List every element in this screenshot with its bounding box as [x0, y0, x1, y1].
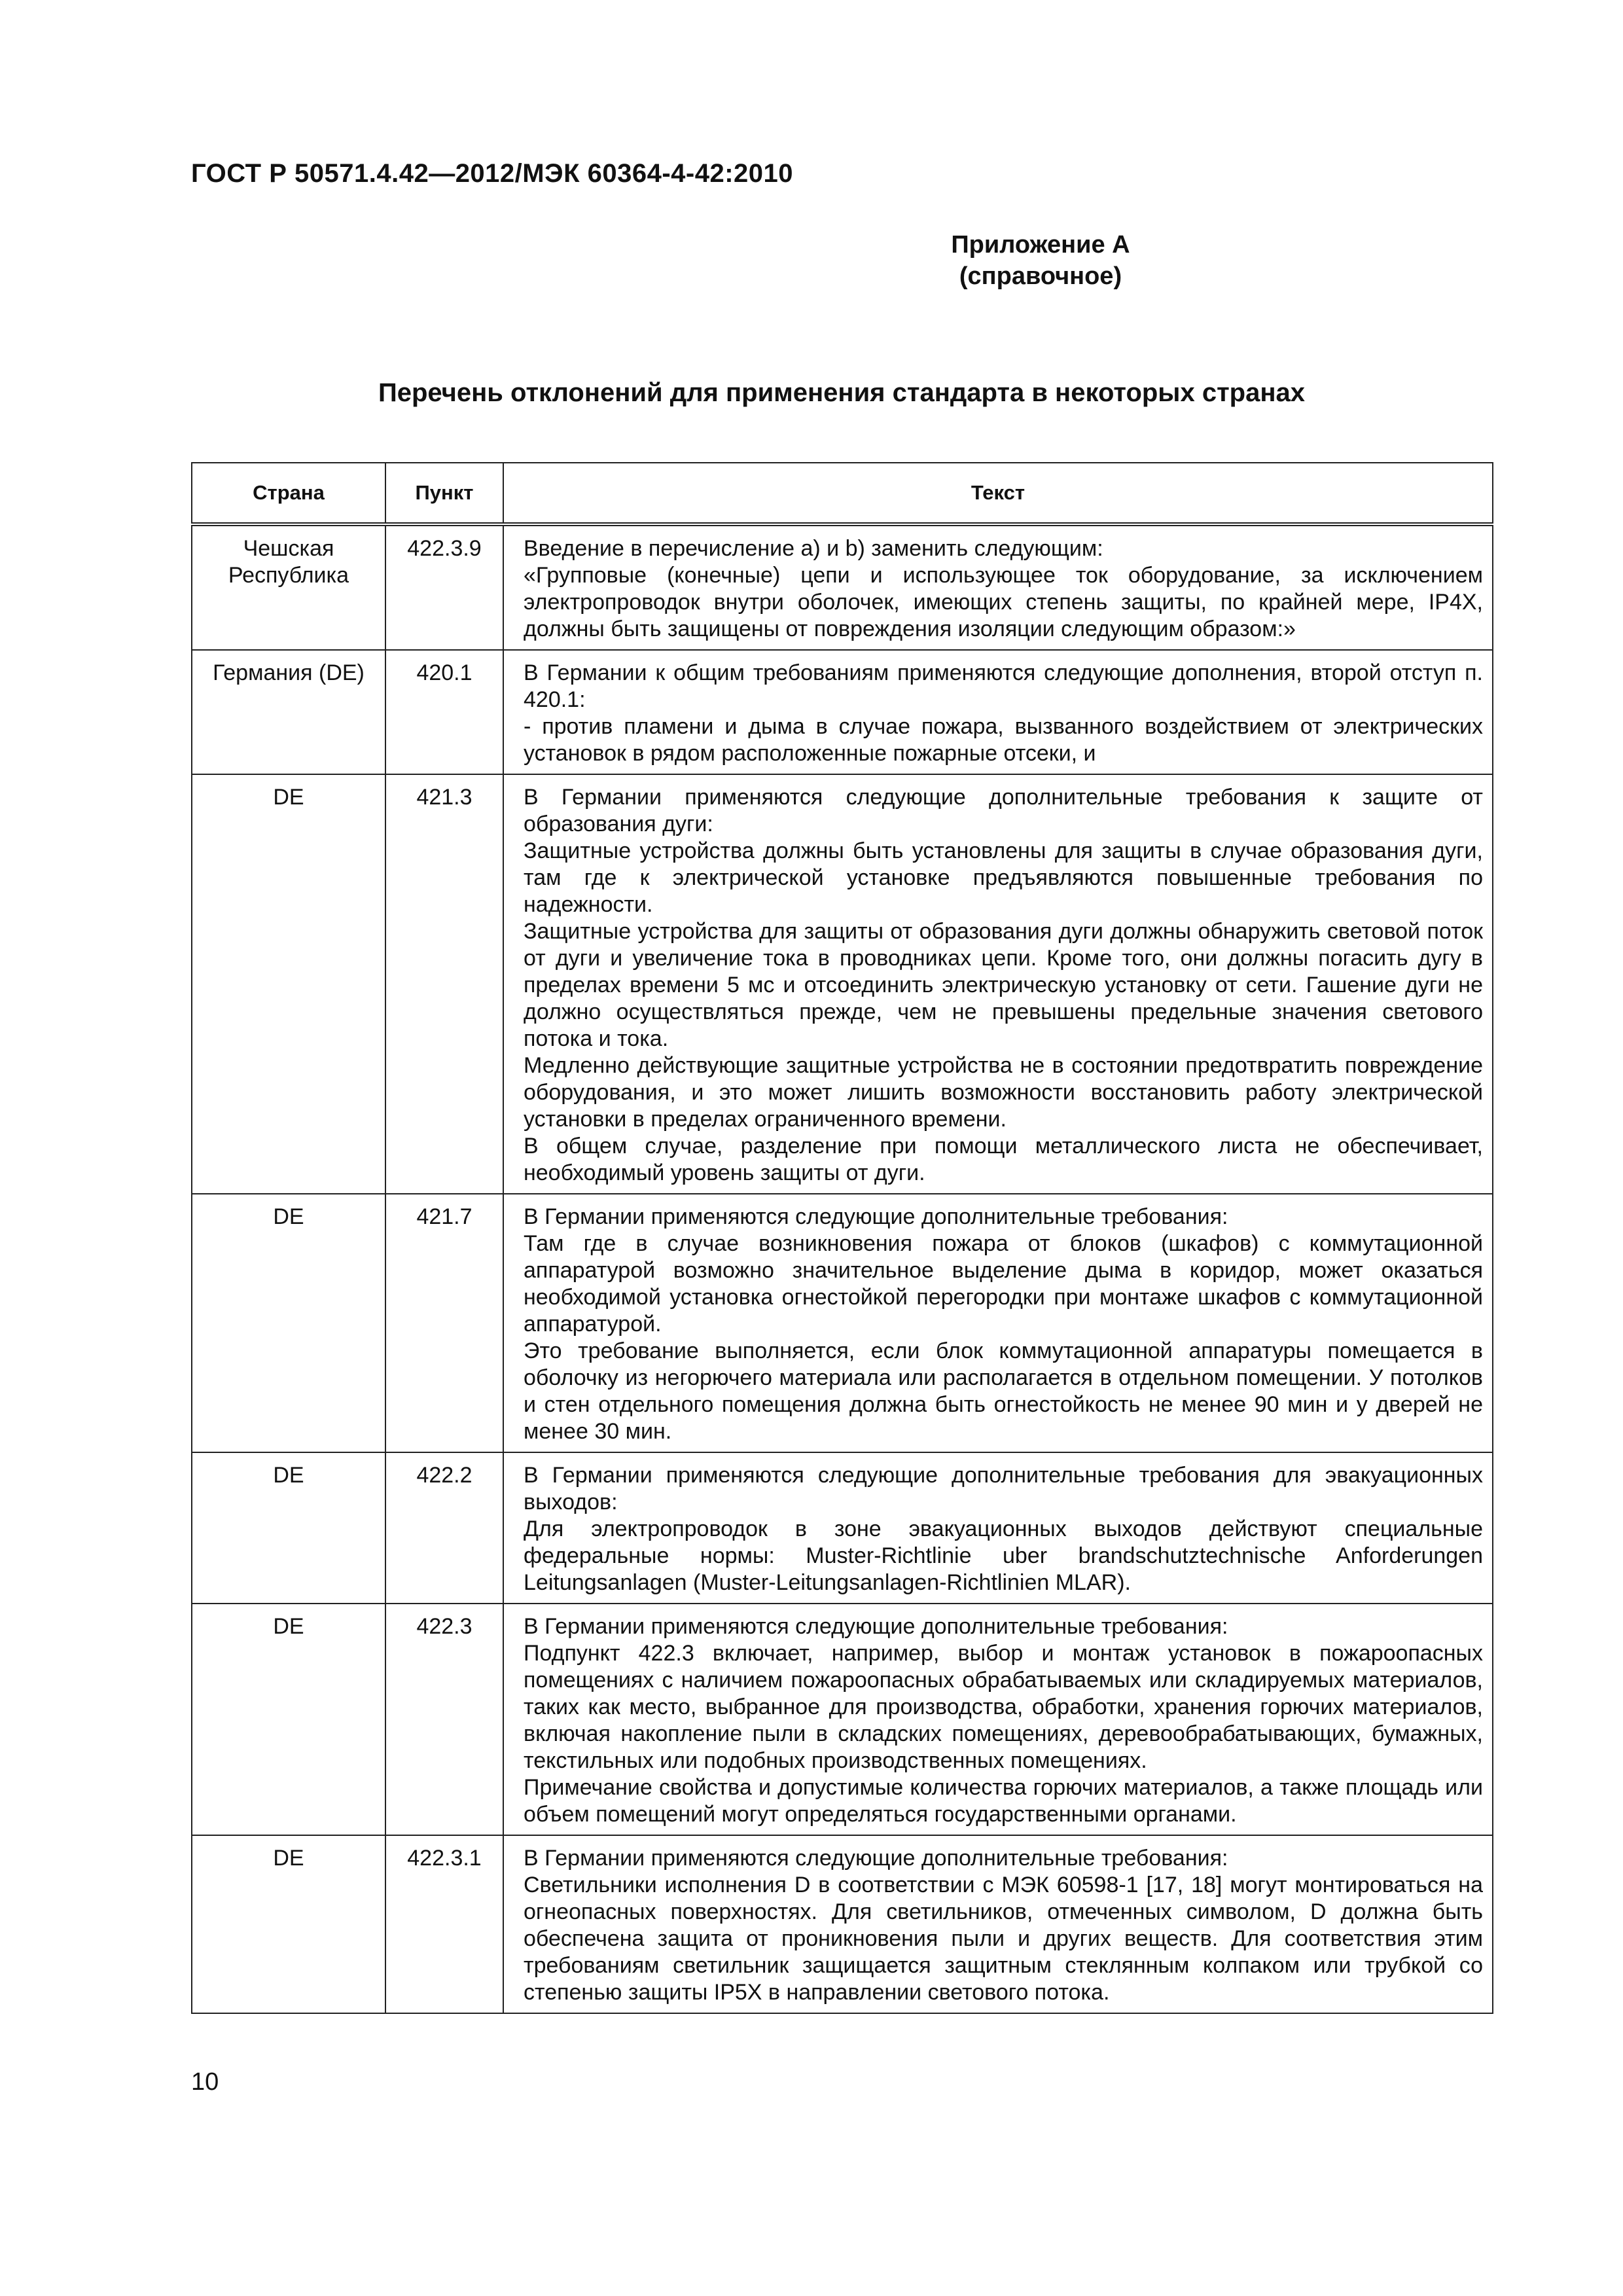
table-row [192, 1835, 1493, 2013]
cell-text-paragraph: Примечание свойства и допустимые количества горючих материалов, а также площадь или объем помещений могут определяться государственными органами. [524, 1775, 1483, 1827]
cell-clause: 422.3 [385, 1604, 503, 1835]
annex-heading [0, 229, 1623, 292]
table-row [192, 524, 1493, 650]
cell-clause: 420.1 [385, 650, 503, 774]
cell-country: DE [192, 1604, 385, 1835]
cell-text-paragraph: В общем случае, разделение при помощи металлического листа не обеспечивает, необходимый уровень защиты от дуги. [524, 1134, 1483, 1185]
column-header-text: Текст [503, 463, 1493, 524]
cell-country: DE [192, 774, 385, 1194]
cell-text-paragraph: В Германии применяются следующие дополнительные требования для эвакуационных выходов: [524, 1463, 1483, 1515]
cell-country: Чешская Республика [192, 524, 385, 650]
cell-text [503, 1194, 1493, 1452]
table-row [192, 1452, 1493, 1604]
cell-text [503, 1835, 1493, 2013]
cell-country: DE [192, 1194, 385, 1452]
column-header-country: Страна [192, 463, 385, 524]
cell-text-paragraph: Медленно действующие защитные устройства не в состоянии предотвратить повреждение оборудования, и это может лишить возможности восстановить работу электрической установки в пределах ограниченного времени. [524, 1053, 1483, 1132]
cell-text-paragraph: «Групповые (конечные) цепи и использующее ток оборудование, за исключением электропроводок внутри оболочек, имеющих степень защиты, по крайней мере, IP4X, должны быть защищены от повреждения изоляции следующим образом:» [524, 563, 1483, 641]
page-number: 10 [191, 2068, 219, 2096]
cell-text-paragraph: Это требование выполняется, если блок коммутационной аппаратуры помещается в оболочку из негорючего материала или располагается в отдельном помещении. У потолков и стен отдельного помещения должна быть огнестойкость не менее 90 мин и у дверей не менее 30 мин. [524, 1338, 1483, 1444]
cell-text [503, 774, 1493, 1194]
table-row [192, 650, 1493, 774]
document-header: ГОСТ Р 50571.4.42—2012/МЭК 60364-4-42:2010 [191, 159, 794, 188]
cell-text [503, 650, 1493, 774]
cell-text-paragraph: В Германии применяются следующие дополнительные требования: [524, 1846, 1228, 1871]
cell-country: DE [192, 1452, 385, 1604]
annex-subtitle: (справочное) [959, 262, 1122, 290]
cell-text-paragraph: Введение в перечисление а) и b) заменить следующим: [524, 536, 1103, 561]
cell-text-paragraph: В Германии к общим требованиям применяются следующие дополнения, второй отступ п. 420.1: [524, 660, 1483, 712]
cell-text-paragraph: Подпункт 422.3 включает, например, выбор и монтаж установок в пожароопасных помещениях с наличием пожароопасных обрабатываемых или складируемых материалов, таких как место, выбранное для производства, обработки, хранения горючих материалов, включая накопление пыли в складских помещениях, деревообрабатывающих, бумажных, текстильных или подобных производственных помещениях. [524, 1641, 1483, 1773]
table-row [192, 1194, 1493, 1452]
cell-country: DE [192, 1835, 385, 2013]
deviations-table [191, 462, 1493, 2014]
cell-text-paragraph: Светильники исполнения D в соответствии с МЭК 60598-1 [17, 18] могут монтироваться на огнеопасных поверхностях. Для светильников, отмеченных символом, D должна быть обеспечена защита от проникновения пыли и других веществ. Для соответствия этим требованиям светильник защищается защитным стеклянным колпаком или трубкой со степенью защиты IP5X в направлении светового потока. [524, 1873, 1483, 2005]
table-title: Перечень отклонений для применения стандарта в некоторых странах [378, 378, 1305, 407]
cell-text-paragraph: В Германии применяются следующие дополнительные требования к защите от образования дуги: [524, 785, 1483, 836]
annex-title: Приложение А [951, 231, 1130, 259]
cell-clause: 422.2 [385, 1452, 503, 1604]
cell-text-paragraph: Защитные устройства для защиты от образования дуги должны обнаружить световой поток от дуги и увеличение тока в проводниках цепи. Кроме того, они должны погасить дугу в пределах времени 5 мс и отсоединить электрическую установку от сети. Гашение дуги не должно осуществляться прежде, чем не превышены предельные значения светового потока и тока. [524, 919, 1483, 1051]
cell-text-paragraph: В Германии применяются следующие дополнительные требования: [524, 1204, 1228, 1229]
cell-text-paragraph: Защитные устройства должны быть установлены для защиты в случае образования дуги, там где к электрической установке предъявляются повышенные требования по надежности. [524, 838, 1483, 917]
cell-clause: 422.3.1 [385, 1835, 503, 2013]
table-row [192, 774, 1493, 1194]
table-row [192, 1604, 1493, 1835]
cell-clause: 422.3.9 [385, 524, 503, 650]
table-body [192, 524, 1493, 2013]
cell-text [503, 1452, 1493, 1604]
cell-text-paragraph: Там где в случае возникновения пожара от блоков (шкафов) с коммутационной аппаратурой возможно значительное выделение дыма в коридор, может оказаться необходимой установка огнестойкой перегородки при монтаже шкафов с коммутационной аппаратурой. [524, 1231, 1483, 1336]
cell-country: Германия (DE) [192, 650, 385, 774]
cell-clause: 421.7 [385, 1194, 503, 1452]
table-header-row [192, 463, 1493, 524]
cell-text [503, 524, 1493, 650]
cell-text-paragraph: Для электропроводок в зоне эвакуационных выходов действуют специальные федеральные нормы: Muster-Richtlinie uber brandschutztechnische Anforderungen Leitungsanlagen (Muster-Leitungsanlagen-Richtlinien MLAR). [524, 1516, 1483, 1595]
cell-text-paragraph: В Германии применяются следующие дополнительные требования: [524, 1614, 1228, 1639]
column-header-clause: Пункт [385, 463, 503, 524]
cell-clause: 421.3 [385, 774, 503, 1194]
cell-text-paragraph: - против пламени и дыма в случае пожара, вызванного воздействием от электрических установок в рядом расположенные пожарные отсеки, и [524, 714, 1483, 766]
cell-text [503, 1604, 1493, 1835]
